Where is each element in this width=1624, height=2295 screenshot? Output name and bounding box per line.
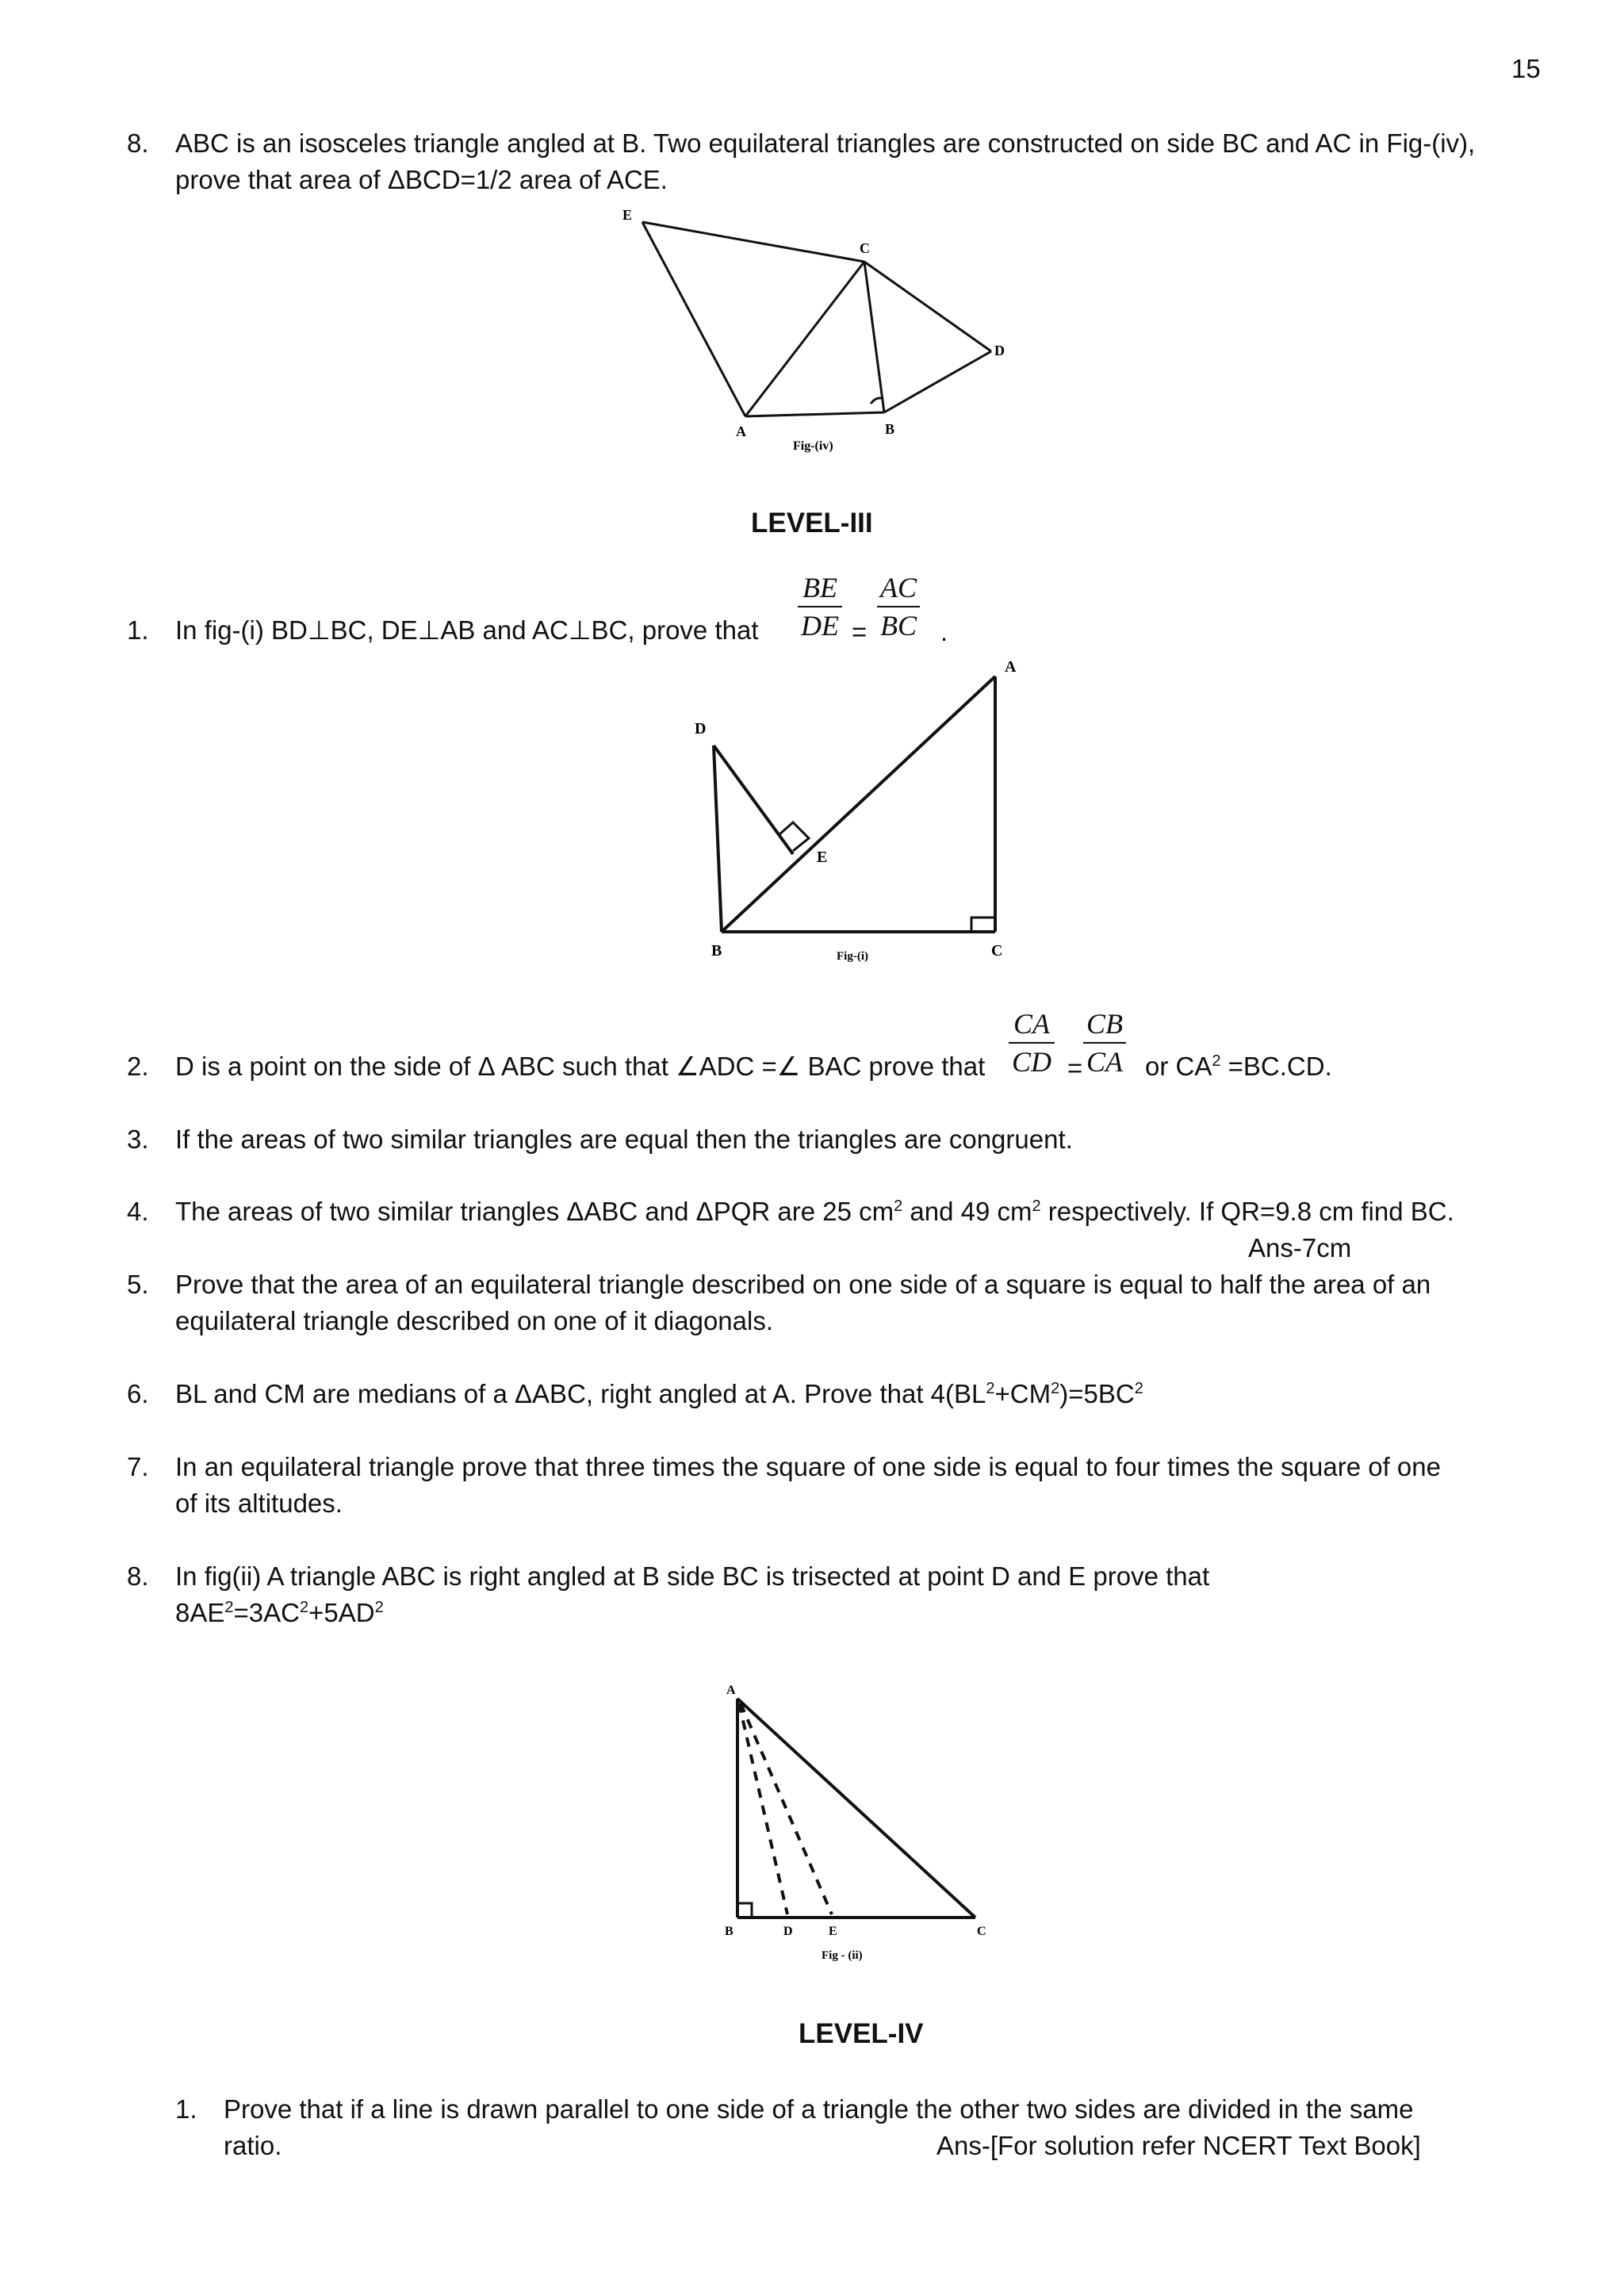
- text-part: and 49 cm: [902, 1197, 1032, 1226]
- question-text-line: equilateral triangle described on one of it diagonals.: [175, 1306, 774, 1335]
- question-number: 6.: [127, 1379, 149, 1408]
- question-text-line: Prove that if a line is drawn parallel to one side of a triangle the other two sides are divided in the same: [224, 2094, 1414, 2124]
- question-text-line: In fig(ii) A triangle ABC is right angled at B side BC is trisected at point D and E prove that: [175, 1561, 1210, 1591]
- superscript: 2: [1051, 1380, 1060, 1397]
- label-C: C: [991, 942, 1003, 960]
- label-A: A: [1005, 658, 1017, 676]
- question-text: In fig-(i) BD⊥BC, DE⊥AB and AC⊥BC, prove that: [175, 615, 759, 645]
- level-heading: LEVEL-III: [751, 508, 873, 538]
- fraction-numerator: BE: [798, 571, 842, 607]
- question-text-line: [175, 1595, 384, 1631]
- label-C: C: [860, 240, 870, 256]
- question-number: 1.: [175, 2094, 197, 2124]
- question-text: If the areas of two similar triangles are equal then the triangles are congruent.: [175, 1125, 1073, 1154]
- figure-caption: Fig-(i): [837, 950, 868, 963]
- superscript: 2: [224, 1599, 234, 1616]
- superscript: 2: [894, 1197, 903, 1215]
- fraction-numerator: AC: [877, 571, 920, 607]
- fraction-be-de: [798, 571, 842, 642]
- question-number: 5.: [127, 1270, 149, 1299]
- question-number: 1.: [127, 615, 149, 645]
- text-part: =3AC: [233, 1598, 300, 1627]
- question-text-line: prove that area of ΔBCD=1/2 area of ACE.: [175, 165, 668, 194]
- question-text: [175, 1193, 1454, 1230]
- question-text-line: ratio.: [224, 2131, 282, 2160]
- figure-caption: Fig - (ii): [822, 1949, 863, 1962]
- answer-text: Ans-7cm: [1248, 1233, 1352, 1262]
- period: .: [940, 617, 948, 646]
- question-number: 7.: [127, 1452, 149, 1481]
- figure-ii: [714, 1665, 1015, 1967]
- question-number: 3.: [127, 1125, 149, 1154]
- question-number: 4.: [127, 1197, 149, 1226]
- superscript: 2: [299, 1599, 309, 1616]
- label-D: D: [783, 1925, 793, 1938]
- fraction-denominator: CD: [1012, 1046, 1052, 1078]
- superscript: 2: [1134, 1380, 1143, 1397]
- fraction-ca-cd: [1009, 1007, 1055, 1079]
- fraction-numerator: CA: [1009, 1007, 1055, 1044]
- question-text-line: In an equilateral triangle prove that three times the square of one side is equal to four times the square of one: [175, 1452, 1441, 1481]
- question-number: 8.: [127, 1561, 149, 1591]
- question-text-line: Prove that the area of an equilateral triangle described on one side of a square is equal to half the area of an: [175, 1270, 1431, 1299]
- text-part: +CM: [994, 1379, 1051, 1408]
- label-D: D: [994, 343, 1005, 358]
- text-part: 8AE: [175, 1598, 225, 1627]
- text-part: The areas of two similar triangles ΔABC and ΔPQR are 25 cm: [175, 1197, 894, 1226]
- label-C: C: [977, 1925, 986, 1938]
- label-B: B: [711, 942, 722, 960]
- question-text-line: ABC is an isosceles triangle angled at B. Two equilateral triangles are constructed on side BC and AC in Fig-(iv),: [175, 128, 1476, 158]
- superscript: 2: [1032, 1197, 1041, 1215]
- label-E: E: [829, 1925, 837, 1938]
- label-A: A: [736, 423, 746, 439]
- fraction-denominator: BC: [880, 610, 917, 642]
- text-part: )=5BC: [1059, 1379, 1135, 1408]
- figure-i: [690, 654, 1023, 971]
- question-text-line: of its altitudes.: [175, 1488, 343, 1518]
- question-text: D is a point on the side of Δ ABC such that ∠ADC =∠ BAC prove that: [175, 1052, 986, 1081]
- question-number: 8.: [127, 128, 149, 158]
- label-E: E: [622, 207, 633, 223]
- fraction-numerator: CB: [1083, 1007, 1126, 1044]
- page-number: 15: [1511, 54, 1541, 83]
- superscript: 2: [1212, 1052, 1221, 1070]
- text-part: respectively. If QR=9.8 cm find BC.: [1040, 1197, 1454, 1226]
- fraction-cb-ca: [1083, 1007, 1126, 1079]
- equals-sign: =: [852, 617, 868, 646]
- question-number: 2.: [127, 1052, 149, 1081]
- label-D: D: [695, 720, 707, 738]
- label-E: E: [817, 849, 828, 866]
- question-tail: [1145, 1048, 1332, 1085]
- level-heading: LEVEL-IV: [799, 2018, 924, 2049]
- superscript: 2: [374, 1599, 384, 1616]
- text-part: +5AD: [308, 1598, 375, 1627]
- fraction-denominator: CA: [1086, 1046, 1124, 1078]
- figure-iv: [603, 202, 1015, 464]
- label-A: A: [726, 1684, 736, 1697]
- figure-caption: Fig-(iv): [793, 439, 833, 453]
- question-text: [175, 1376, 1143, 1412]
- label-B: B: [885, 421, 895, 437]
- label-B: B: [725, 1925, 733, 1938]
- text-part: BL and CM are medians of a ΔABC, right angled at A. Prove that 4(BL: [175, 1379, 986, 1408]
- fraction-denominator: DE: [801, 610, 839, 642]
- tail-text: =BC.CD.: [1220, 1052, 1332, 1081]
- equals-sign: =: [1067, 1053, 1083, 1082]
- superscript: 2: [986, 1380, 995, 1397]
- answer-text: Ans-[For solution refer NCERT Text Book]: [936, 2131, 1421, 2160]
- tail-text: or CA: [1145, 1052, 1212, 1081]
- fraction-ac-bc: [877, 571, 920, 642]
